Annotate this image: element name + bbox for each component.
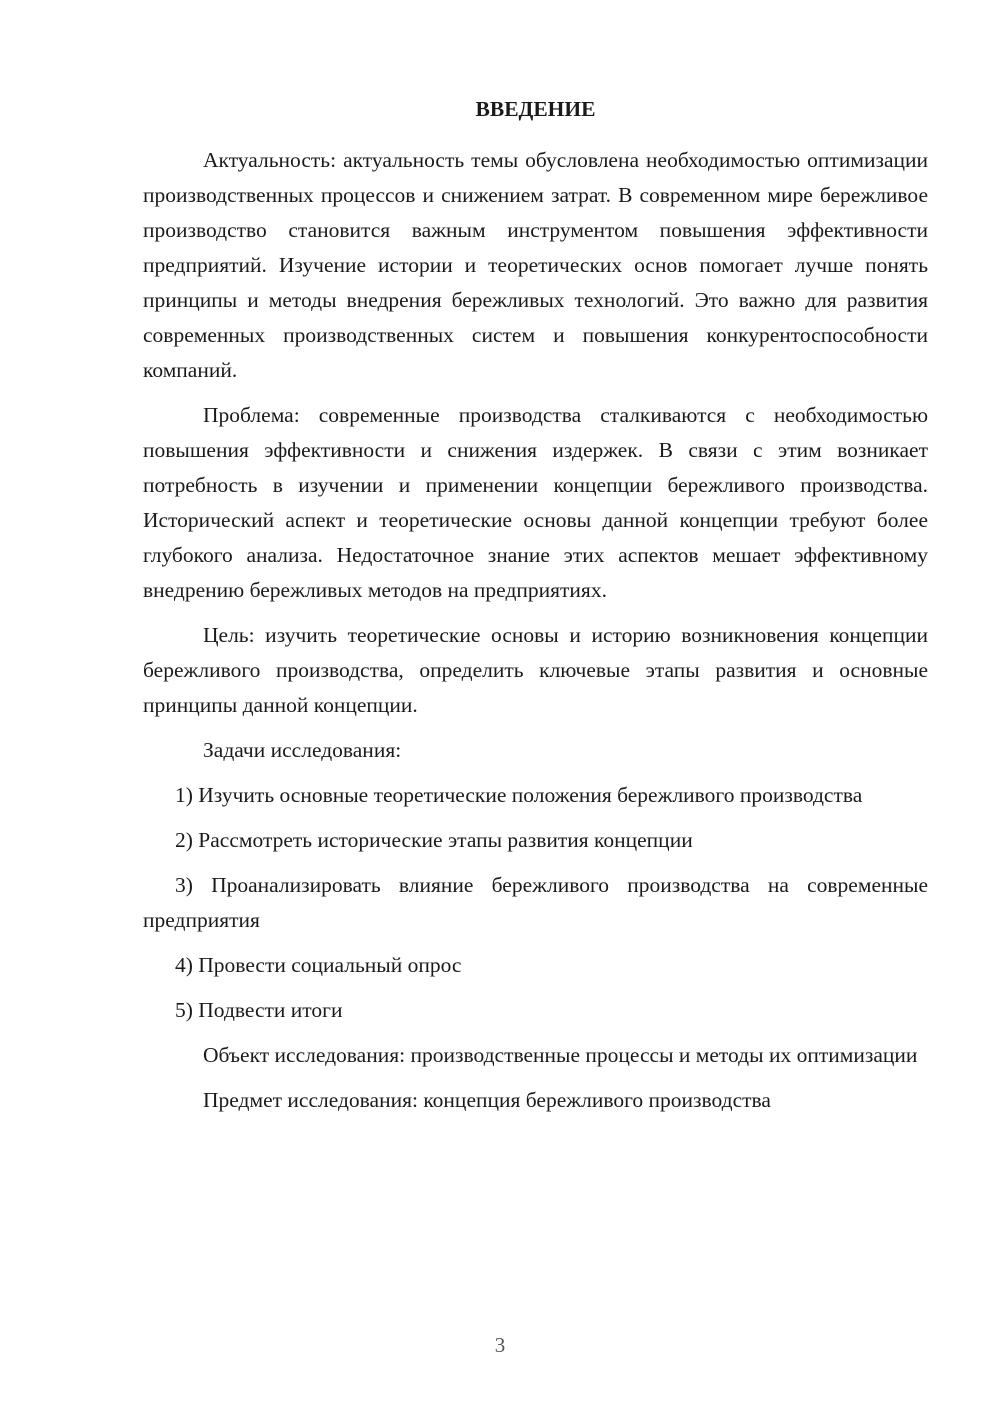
page-number: 3 [494, 1333, 506, 1357]
task-item: 5) Подвести итоги [175, 998, 343, 1022]
problem-paragraph: Проблема: современные производства сталкиваются с необходимостью повышения эффективности и снижения издержек. В связи с этим возникает потребность в изучении и применении концепции бережливого производства. Исторический аспект и теоретические основы данной концепции требуют более глубокого анализа. Недостаточное знание этих аспектов мешает эффективному внедрению бережливых методов на предприятиях. [143, 403, 928, 602]
goal-paragraph: Цель: изучить теоретические основы и историю возникновения концепции бережливого производства, определить ключевые этапы развития и основные принципы данной концепции. [143, 623, 928, 717]
relevance-paragraph: Актуальность: актуальность темы обусловлена необходимостью оптимизации производственных процессов и снижением затрат. В современном мире бережливое производство становится важным инструментом повышения эффективности предприятий. Изучение истории и теоретических основ помогает лучше понять принципы и методы внедрения бережливых технологий. Это важно для развития современных производственных систем и повышения конкурентоспособности компаний. [143, 148, 928, 382]
task-item: 3) Проанализировать влияние бережливого производства на современные предприятия [143, 873, 928, 932]
task-item: 1) Изучить основные теоретические положения бережливого производства [175, 783, 863, 807]
section-title: ВВЕДЕНИЕ [475, 97, 596, 121]
document-page [143, 92, 928, 1128]
tasks-heading: Задачи исследования: [203, 738, 402, 762]
task-item: 2) Рассмотреть исторические этапы развития концепции [175, 828, 693, 852]
object-paragraph: Объект исследования: производственные процессы и методы их оптимизации [203, 1043, 918, 1067]
task-item: 4) Провести социальный опрос [175, 953, 462, 977]
subject-paragraph: Предмет исследования: концепция бережливого производства [203, 1088, 771, 1112]
